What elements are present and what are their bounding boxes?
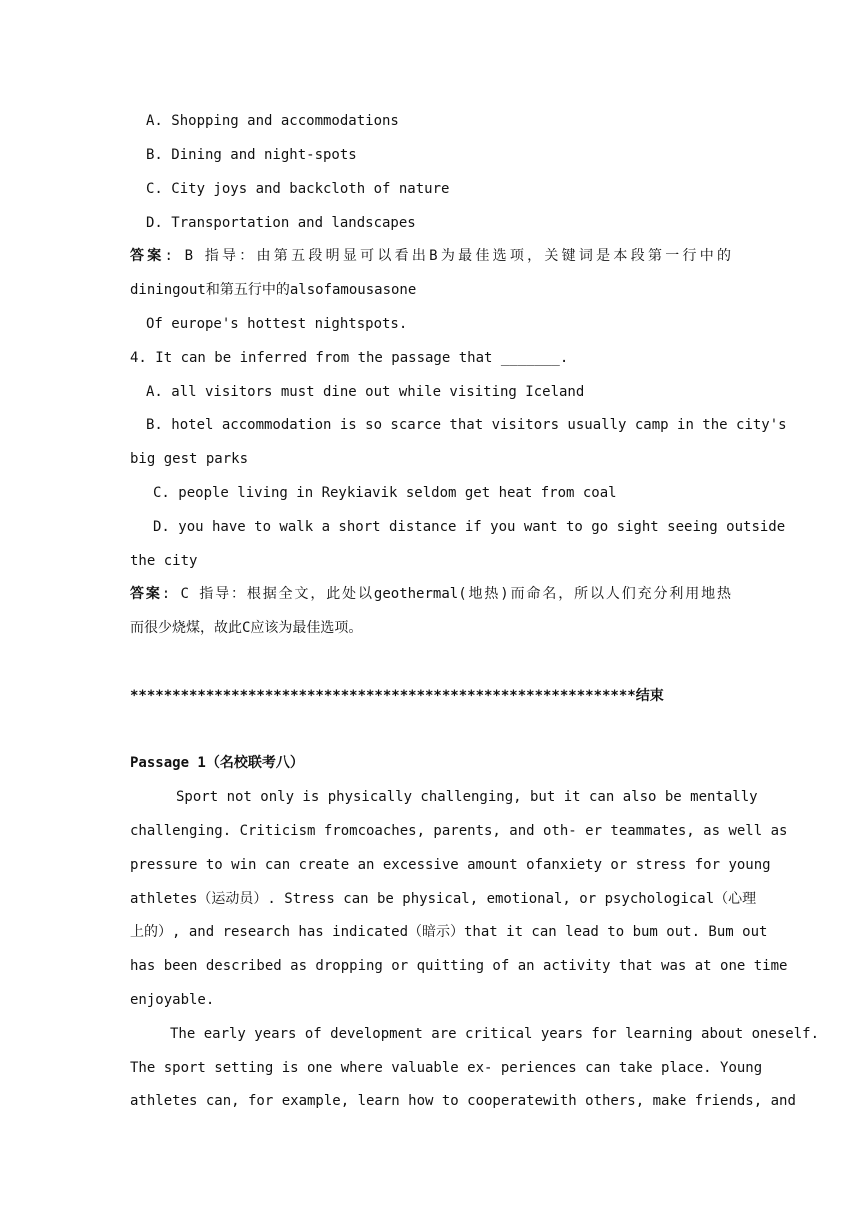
passage-line: has been described as dropping or quitting of an activity that was at one time [130,958,788,974]
passage-line: athletes can, for example, learn how to cooperatewith others, make friends, and [130,1093,796,1109]
passage-line: Sport not only is physically challenging, but it can also be mentally [176,789,758,805]
passage-line: enjoyable. [130,992,215,1008]
passage-line: The sport setting is one where valuable ex- periences can take place. Young [130,1060,763,1076]
q3-option-a: A. Shopping and accommodations [146,113,399,129]
q3-answer-label: 答案 [130,248,165,264]
q3-option-b: B. Dining and night-spots [146,147,357,163]
q4-answer-label: 答案 [130,586,162,602]
q3-answer-line-1 [130,246,731,266]
passage-line: pressure to win can create an excessive amount ofanxiety or stress for young [130,857,771,873]
q4-question: 4. It can be inferred from the passage that _______. [130,350,569,366]
section-divider: ************************************************************结束 [130,688,664,704]
q4-answer-line-2: 而很少烧煤，故此C应该为最佳选项。 [130,620,363,636]
q3-answer-line-3: Of europe's hottest nightspots. [146,316,408,332]
q4-option-b-line-1: B. hotel accommodation is so scarce that visitors usually camp in the city's [146,417,787,433]
passage-title: Passage 1（名校联考八） [130,755,304,771]
passage-line: athletes（运动员）. Stress can be physical, emotional, or psychological（心理 [130,891,757,907]
q3-option-c: C. City joys and backcloth of nature [146,181,450,197]
q3-option-d: D. Transportation and landscapes [146,215,416,231]
q4-answer-line-1 [130,584,731,604]
q4-option-d-line-1: D. you have to walk a short distance if you want to go sight seeing outside [153,519,786,535]
q3-answer-text: : B 指导：由第五段明显可以看出B为最佳选项，关键词是本段第一行中的 [164,248,731,264]
q4-option-d-line-2: the city [130,553,198,569]
q4-option-a: A. all visitors must dine out while visiting Iceland [146,384,585,400]
passage-line: challenging. Criticism fromcoaches, parents, and oth- er teammates, as well as [130,823,788,839]
q4-option-c: C. people living in Reykiavik seldom get heat from coal [153,485,617,501]
passage-line: The early years of development are critical years for learning about oneself. [170,1026,820,1042]
passage-line: 上的）, and research has indicated（暗示）that it can lead to bum out. Bum out [130,924,768,940]
q4-answer-text: : C 指导：根据全文，此处以geothermal(地热)而命名，所以人们充分利用地热 [161,586,732,602]
q3-answer-line-2: diningout和第五行中的alsofamousasone [130,282,417,298]
q4-option-b-line-2: big gest parks [130,451,249,467]
